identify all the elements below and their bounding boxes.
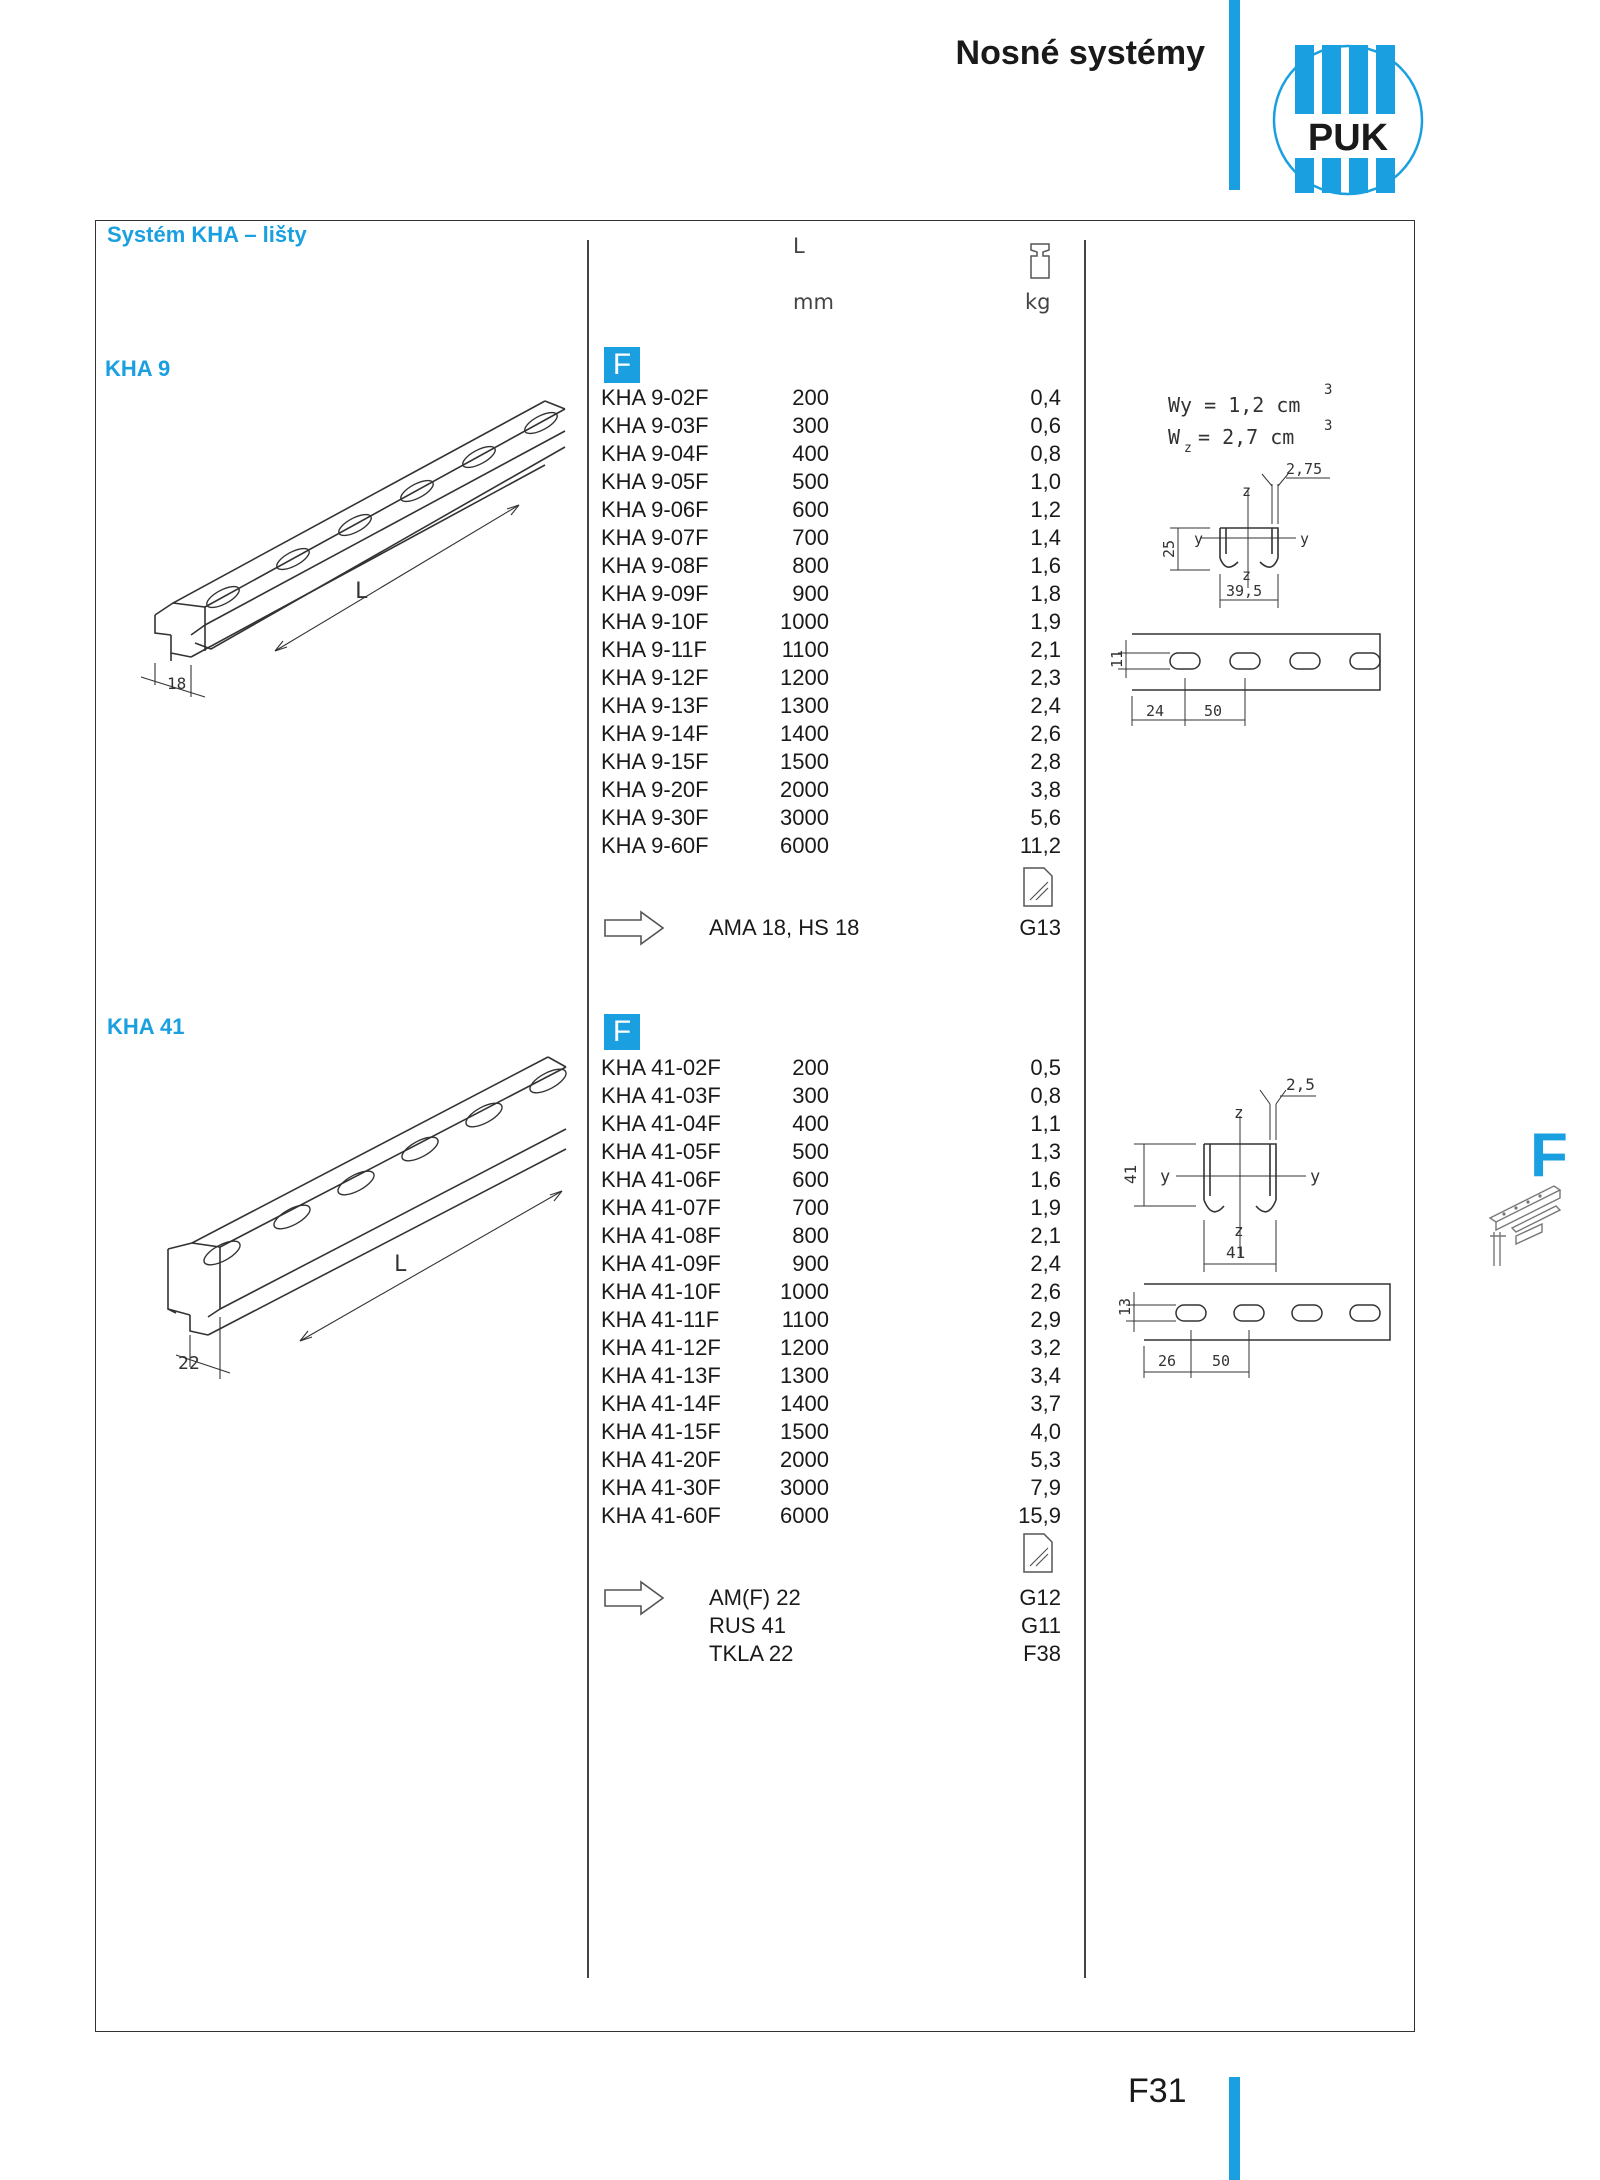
header-accent-bar [1229,0,1240,190]
weight-value: 1,9 [1030,609,1061,634]
weight-value: 15,9 [1018,1503,1061,1528]
table-row [601,1138,1061,1166]
svg-text:41: 41 [1121,1164,1140,1184]
svg-text:Wy = 1,2 cm: Wy = 1,2 cm [1168,393,1301,417]
svg-text:13: 13 [1116,1297,1134,1316]
length-value: 1300 [780,1363,829,1388]
table-row [601,384,1061,412]
product-code: KHA 9-03F [601,413,709,438]
table-row [601,440,1061,468]
length-value: 600 [792,1167,829,1192]
svg-text:3: 3 [1324,382,1333,398]
product-code: KHA 9-07F [601,525,709,550]
weight-value: 2,9 [1030,1307,1061,1332]
table-row [601,804,1061,832]
svg-text:26: 26 [1158,1352,1177,1370]
length-value: 800 [792,1223,829,1248]
kha9-catalog-page-icon [1022,866,1054,908]
length-value: 900 [792,1251,829,1276]
weight-value: 3,7 [1030,1391,1061,1416]
weight-value: 1,3 [1030,1139,1061,1164]
accessory-row [709,1640,1061,1668]
table-row [601,692,1061,720]
length-value: 300 [792,413,829,438]
table-row [601,412,1061,440]
length-value: 900 [792,581,829,606]
weight-value: 1,6 [1030,1167,1061,1192]
table-row [601,748,1061,776]
accessory-page-ref: G13 [1019,915,1061,940]
product-code: KHA 9-06F [601,497,709,522]
weight-value: 1,4 [1030,525,1061,550]
svg-text:PUK: PUK [1307,117,1389,159]
length-value: 1400 [780,721,829,746]
table-row [601,1502,1061,1530]
table-row [601,664,1061,692]
svg-text:24: 24 [1146,702,1165,720]
length-value: 500 [792,1139,829,1164]
length-value: 1500 [780,749,829,774]
length-value: 1100 [781,637,829,662]
table-row [601,1362,1061,1390]
table-row [601,580,1061,608]
table-row [601,1194,1061,1222]
table-row [601,524,1061,552]
accessory-row [709,914,1061,942]
length-value: 600 [792,497,829,522]
product-code: KHA 41-02F [601,1055,721,1080]
product-code: KHA 41-60F [601,1503,721,1528]
table-row [601,1110,1061,1138]
page-number: F31 [1128,2072,1187,2110]
svg-text:2,75: 2,75 [1286,460,1323,478]
length-value: 1400 [780,1391,829,1416]
footer-accent-bar [1229,2077,1240,2180]
length-unit: mm [793,290,834,314]
product-code: KHA 41-12F [601,1335,721,1360]
accessory-page-ref: G11 [1021,1613,1061,1638]
svg-text:L: L [355,579,369,604]
weight-value: 2,6 [1030,1279,1061,1304]
product-code: KHA 41-08F [601,1223,721,1248]
length-value: 1100 [781,1307,829,1332]
accessory-name: AMA 18, HS 18 [709,915,860,940]
table-row [601,720,1061,748]
product-code: KHA 9-08F [601,553,709,578]
weight-value: 2,8 [1030,749,1061,774]
product-code: KHA 9-05F [601,469,709,494]
weight-value: 1,8 [1030,581,1061,606]
weight-value: 1,6 [1030,553,1061,578]
product-code: KHA 9-12F [601,665,709,690]
svg-text:W: W [1168,425,1181,449]
svg-text:z: z [1234,1221,1244,1240]
weight-value: 2,4 [1030,693,1061,718]
table-row [601,1418,1061,1446]
weight-value: 2,1 [1030,1223,1061,1248]
kha9-f-badge: F [604,347,640,383]
side-tab-thumbnail [1482,1170,1562,1270]
weight-value: 2,4 [1030,1251,1061,1276]
svg-text:y: y [1300,530,1310,548]
svg-text:y: y [1160,1167,1171,1187]
product-code: KHA 9-20F [601,777,709,802]
product-code: KHA 41-06F [601,1167,721,1192]
table-row [601,1054,1061,1082]
weight-value: 3,2 [1030,1335,1061,1360]
weight-value: 0,8 [1030,441,1061,466]
product-code: KHA 41-15F [601,1419,721,1444]
svg-text:41: 41 [1226,1243,1246,1262]
accessory-page-ref: G12 [1019,1585,1061,1610]
svg-text:y: y [1194,530,1204,548]
kha41-arrow-icon [603,1580,665,1616]
product-code: KHA 41-20F [601,1447,721,1472]
length-value: 1200 [780,1335,829,1360]
weight-value: 1,2 [1030,497,1061,522]
svg-text:50: 50 [1204,702,1223,720]
kha9-table [601,384,1061,860]
weight-value: 3,4 [1030,1363,1061,1388]
product-code: KHA 9-02F [601,385,709,410]
product-code: KHA 41-10F [601,1279,721,1304]
weight-value: 1,1 [1030,1111,1061,1136]
product-code: KHA 41-14F [601,1391,721,1416]
product-code: KHA 41-09F [601,1251,721,1276]
product-code: KHA 9-04F [601,441,709,466]
kha9-accessories [709,914,1061,942]
weight-value: 7,9 [1030,1475,1061,1500]
kha41-rail-drawing [150,1045,580,1385]
svg-text:z: z [1242,566,1252,584]
puk-logo [1268,40,1428,200]
table-row [601,1446,1061,1474]
table-row [601,468,1061,496]
weight-value: 5,6 [1030,805,1061,830]
weight-value: 2,3 [1030,665,1061,690]
length-value: 400 [792,441,829,466]
svg-text:z: z [1234,1103,1244,1122]
table-row [601,832,1061,860]
section-title: Systém KHA – lišty [107,222,307,247]
length-value: 1000 [780,609,829,634]
length-symbol: L [793,234,805,258]
product-code: KHA 41-30F [601,1475,721,1500]
weight-value: 0,4 [1030,385,1061,410]
accessory-name: AM(F) 22 [709,1585,801,1610]
weight-value: 0,5 [1030,1055,1061,1080]
weight-value: 0,6 [1030,413,1061,438]
svg-text:25: 25 [1160,539,1178,558]
product-code: KHA 41-11F [601,1307,720,1332]
length-value: 1500 [780,1419,829,1444]
length-value: 6000 [780,833,829,858]
kha41-catalog-page-icon [1022,1532,1054,1574]
accessory-name: TKLA 22 [709,1641,794,1666]
table-row [601,1306,1061,1334]
length-value: 2000 [780,777,829,802]
weight-value: 0,8 [1030,1083,1061,1108]
svg-text:L: L [394,1252,408,1277]
product-code: KHA 9-15F [601,749,709,774]
table-row [601,1278,1061,1306]
svg-text:3: 3 [1324,418,1333,434]
svg-text:2,5: 2,5 [1286,1075,1315,1094]
svg-text:50: 50 [1212,1352,1231,1370]
svg-text:= 2,7 cm: = 2,7 cm [1198,425,1295,449]
length-value: 300 [792,1083,829,1108]
page-title: Nosné systémy [955,34,1205,72]
side-tab-letter: F [1530,1121,1568,1190]
length-value: 2000 [780,1447,829,1472]
table-row [601,1222,1061,1250]
product-code: KHA 9-10F [601,609,709,634]
kha41-title: KHA 41 [107,1014,185,1039]
length-value: 6000 [780,1503,829,1528]
kha41-table [601,1054,1061,1530]
weight-value: 2,6 [1030,721,1061,746]
column-divider-right [1084,240,1086,1978]
table-row [601,608,1061,636]
product-code: KHA 9-11F [601,637,707,662]
length-value: 800 [792,553,829,578]
product-code: KHA 41-07F [601,1195,721,1220]
product-code: KHA 41-13F [601,1363,721,1388]
table-row [601,552,1061,580]
kha9-arrow-icon [603,910,665,946]
product-code: KHA 41-03F [601,1083,721,1108]
table-row [601,636,1061,664]
product-code: KHA 41-05F [601,1139,721,1164]
svg-text:39,5: 39,5 [1226,582,1263,600]
length-value: 1200 [780,665,829,690]
length-value: 200 [792,385,829,410]
svg-text:22: 22 [178,1353,200,1374]
svg-text:z: z [1242,482,1252,500]
table-row [601,1334,1061,1362]
product-code: KHA 9-60F [601,833,709,858]
length-value: 700 [792,1195,829,1220]
svg-text:z: z [1184,441,1192,456]
weight-value: 1,9 [1030,1195,1061,1220]
kha41-accessories [709,1584,1061,1668]
length-value: 700 [792,525,829,550]
kha41-f-badge: F [604,1014,640,1050]
length-value: 1300 [780,693,829,718]
kha9-title: KHA 9 [105,356,171,381]
product-code: KHA 9-14F [601,721,709,746]
table-row [601,496,1061,524]
table-row [601,1250,1061,1278]
table-row [601,776,1061,804]
length-value: 400 [792,1111,829,1136]
product-code: KHA 9-13F [601,693,709,718]
svg-text:18: 18 [167,674,187,693]
weight-icon [1025,238,1055,280]
weight-value: 2,1 [1030,637,1061,662]
kha9-rail-drawing [135,385,575,705]
weight-value: 3,8 [1030,777,1061,802]
weight-value: 11,2 [1019,833,1061,858]
weight-value: 4,0 [1030,1419,1061,1444]
table-row [601,1474,1061,1502]
length-value: 3000 [780,805,829,830]
column-divider-left [587,240,589,1978]
weight-value: 1,0 [1030,469,1061,494]
length-value: 3000 [780,1475,829,1500]
weight-value: 5,3 [1030,1447,1061,1472]
length-value: 200 [792,1055,829,1080]
accessory-page-ref: F38 [1023,1641,1061,1666]
table-row [601,1390,1061,1418]
kha9-section-drawing [1090,378,1410,748]
svg-text:11: 11 [1108,649,1126,668]
table-row [601,1166,1061,1194]
product-code: KHA 9-30F [601,805,709,830]
svg-text:y: y [1310,1167,1321,1187]
kha41-section-drawing [1100,1060,1400,1420]
table-row [601,1082,1061,1110]
weight-unit: kg [1025,290,1051,314]
product-code: KHA 9-09F [601,581,709,606]
accessory-row [709,1612,1061,1640]
accessory-row [709,1584,1061,1612]
accessory-name: RUS 41 [709,1613,787,1638]
product-code: KHA 41-04F [601,1111,721,1136]
length-value: 500 [792,469,829,494]
length-value: 1000 [780,1279,829,1304]
